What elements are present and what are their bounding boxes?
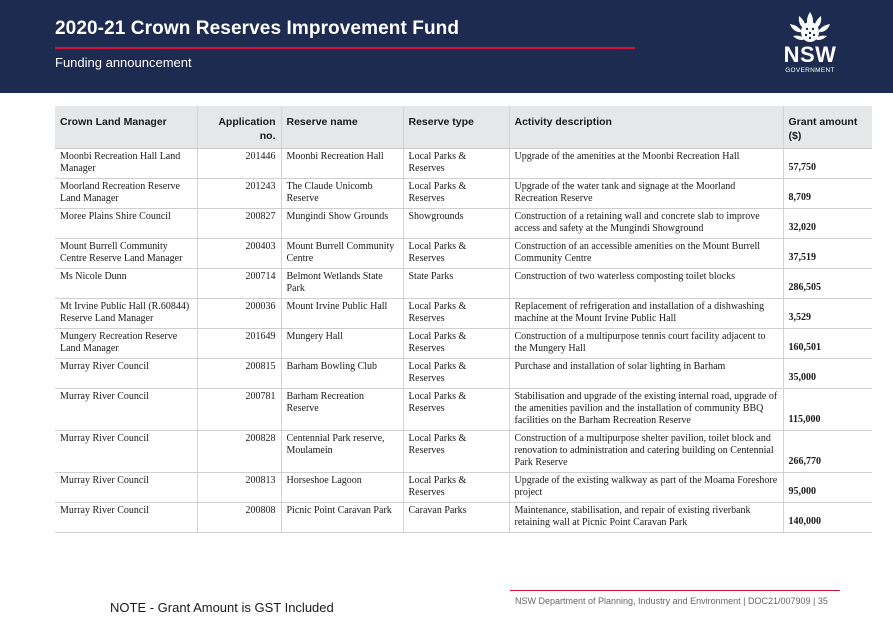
cell-reserve-type: State Parks	[403, 269, 509, 299]
table-row	[55, 269, 872, 299]
cell-activity: Purchase and installation of solar lighting in Barham	[509, 359, 783, 389]
cell-grant-amount: 286,505	[783, 269, 872, 299]
logo-nsw-text: NSW	[783, 42, 837, 67]
cell-reserve-name: Moonbi Recreation Hall	[281, 149, 403, 179]
cell-application-no: 200815	[197, 359, 281, 389]
cell-grant-amount: 8,709	[783, 179, 872, 209]
cell-application-no: 200036	[197, 299, 281, 329]
cell-grant-amount: 57,750	[783, 149, 872, 179]
cell-reserve-name: Belmont Wetlands State Park	[281, 269, 403, 299]
cell-application-no: 201243	[197, 179, 281, 209]
column-header: Crown Land Manager	[55, 106, 197, 149]
cell-application-no: 201649	[197, 329, 281, 359]
cell-grant-amount: 32,020	[783, 209, 872, 239]
cell-reserve-type: Local Parks & Reserves	[403, 299, 509, 329]
table-row	[55, 431, 872, 473]
cell-reserve-type: Local Parks & Reserves	[403, 431, 509, 473]
cell-manager: Moorland Recreation Reserve Land Manager	[55, 179, 197, 209]
table-header-row	[55, 106, 872, 149]
cell-reserve-type: Local Parks & Reserves	[403, 239, 509, 269]
cell-grant-amount: 160,501	[783, 329, 872, 359]
table-row	[55, 389, 872, 431]
cell-manager: Murray River Council	[55, 359, 197, 389]
cell-manager: Murray River Council	[55, 503, 197, 533]
cell-reserve-name: Picnic Point Caravan Park	[281, 503, 403, 533]
cell-activity: Construction of an accessible amenities on the Mount Burrell Community Centre	[509, 239, 783, 269]
cell-manager: Murray River Council	[55, 473, 197, 503]
cell-reserve-name: Mount Irvine Public Hall	[281, 299, 403, 329]
footer-department: NSW Department of Planning, Industry and Environment | DOC21/007909 | 35	[515, 596, 828, 606]
cell-activity: Construction of a retaining wall and concrete slab to improve access and safety at the Mungindi Showground	[509, 209, 783, 239]
cell-reserve-name: Mungindi Show Grounds	[281, 209, 403, 239]
page-title: 2020-21 Crown Reserves Improvement Fund	[55, 18, 460, 39]
page-header	[0, 0, 893, 93]
cell-manager: Moree Plains Shire Council	[55, 209, 197, 239]
table-row	[55, 329, 872, 359]
gst-note: NOTE - Grant Amount is GST Included	[110, 600, 334, 615]
cell-grant-amount: 3,529	[783, 299, 872, 329]
cell-activity: Upgrade of the existing walkway as part of the Moama Foreshore project	[509, 473, 783, 503]
cell-grant-amount: 37,519	[783, 239, 872, 269]
cell-grant-amount: 140,000	[783, 503, 872, 533]
cell-activity: Maintenance, stabilisation, and repair of existing riverbank retaining wall at Picnic Point Caravan Park	[509, 503, 783, 533]
nsw-government-logo	[778, 10, 842, 78]
grants-table	[55, 106, 872, 533]
cell-activity: Upgrade of the water tank and signage at the Moorland Recreation Reserve	[509, 179, 783, 209]
cell-reserve-name: Mungery Hall	[281, 329, 403, 359]
cell-manager: Ms Nicole Dunn	[55, 269, 197, 299]
column-header: Grant amount ($)	[783, 106, 872, 149]
cell-manager: Murray River Council	[55, 389, 197, 431]
table-row	[55, 239, 872, 269]
title-underline	[55, 47, 635, 49]
cell-reserve-name: The Claude Unicomb Reserve	[281, 179, 403, 209]
cell-reserve-type: Showgrounds	[403, 209, 509, 239]
cell-application-no: 200714	[197, 269, 281, 299]
table-row	[55, 179, 872, 209]
cell-reserve-type: Local Parks & Reserves	[403, 389, 509, 431]
cell-reserve-type: Local Parks & Reserves	[403, 329, 509, 359]
cell-application-no: 201446	[197, 149, 281, 179]
table-row	[55, 299, 872, 329]
cell-grant-amount: 35,000	[783, 359, 872, 389]
cell-activity: Construction of two waterless composting toilet blocks	[509, 269, 783, 299]
cell-activity: Construction of a multipurpose tennis court facility adjacent to the Mungery Hall	[509, 329, 783, 359]
cell-application-no: 200808	[197, 503, 281, 533]
cell-manager: Moonbi Recreation Hall Land Manager	[55, 149, 197, 179]
column-header: Reserve type	[403, 106, 509, 149]
cell-activity: Replacement of refrigeration and installation of a dishwashing machine at the Mount Irvine Public Hall	[509, 299, 783, 329]
cell-grant-amount: 266,770	[783, 431, 872, 473]
table-row	[55, 149, 872, 179]
cell-reserve-name: Barham Bowling Club	[281, 359, 403, 389]
cell-reserve-name: Barham Recreation Reserve	[281, 389, 403, 431]
cell-activity: Stabilisation and upgrade of the existing internal road, upgrade of the amenities pavilion and the installation of community BBQ facilities on the Barham Recreation Reserve	[509, 389, 783, 431]
column-header: Reserve name	[281, 106, 403, 149]
table-row	[55, 473, 872, 503]
cell-reserve-type: Local Parks & Reserves	[403, 179, 509, 209]
cell-application-no: 200828	[197, 431, 281, 473]
footer-divider	[510, 590, 840, 591]
cell-activity: Upgrade of the amenities at the Moonbi Recreation Hall	[509, 149, 783, 179]
cell-grant-amount: 95,000	[783, 473, 872, 503]
waratah-icon	[787, 10, 833, 44]
logo-government-text: GOVERNMENT	[785, 67, 835, 74]
cell-application-no: 200827	[197, 209, 281, 239]
cell-grant-amount: 115,000	[783, 389, 872, 431]
cell-reserve-type: Caravan Parks	[403, 503, 509, 533]
cell-reserve-name: Mount Burrell Community Centre	[281, 239, 403, 269]
cell-manager: Mt Irvine Public Hall (R.60844) Reserve Land Manager	[55, 299, 197, 329]
cell-application-no: 200813	[197, 473, 281, 503]
table-row	[55, 209, 872, 239]
table-row	[55, 359, 872, 389]
cell-manager: Mount Burrell Community Centre Reserve Land Manager	[55, 239, 197, 269]
cell-reserve-type: Local Parks & Reserves	[403, 149, 509, 179]
cell-activity: Construction of a multipurpose shelter pavilion, toilet block and renovation to administration and catering building on Centennial Park Reserve	[509, 431, 783, 473]
cell-manager: Murray River Council	[55, 431, 197, 473]
table-row	[55, 503, 872, 533]
cell-reserve-type: Local Parks & Reserves	[403, 359, 509, 389]
cell-application-no: 200403	[197, 239, 281, 269]
column-header: Activity description	[509, 106, 783, 149]
cell-reserve-type: Local Parks & Reserves	[403, 473, 509, 503]
column-header: Application no.	[197, 106, 281, 149]
cell-manager: Mungery Recreation Reserve Land Manager	[55, 329, 197, 359]
cell-reserve-name: Centennial Park reserve, Moulamein	[281, 431, 403, 473]
cell-reserve-name: Horseshoe Lagoon	[281, 473, 403, 503]
page-subtitle: Funding announcement	[55, 55, 192, 70]
cell-application-no: 200781	[197, 389, 281, 431]
